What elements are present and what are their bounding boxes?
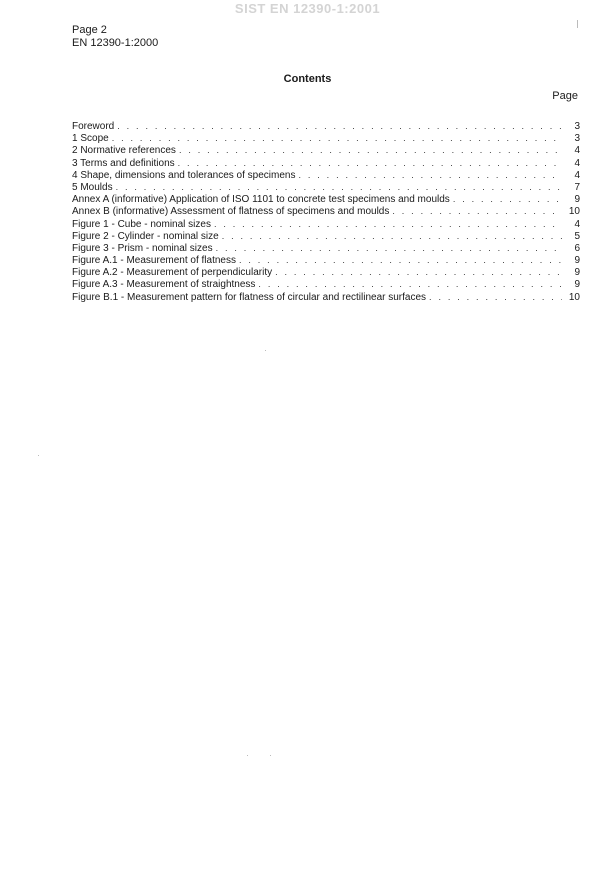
toc-entry[interactable] — [72, 230, 580, 242]
toc-entry-page: 9 — [574, 267, 580, 279]
page-column-label: Page — [552, 90, 578, 102]
toc-leader-dots — [239, 254, 562, 266]
toc-entry-label: Figure B.1 - Measurement pattern for flatness of circular and rectilinear surfaces — [72, 291, 427, 303]
toc-entry-label: 2 Normative references — [72, 145, 176, 157]
toc-entry[interactable] — [72, 169, 580, 181]
toc-entry-label: Figure A.2 - Measurement of perpendicularity — [72, 267, 273, 279]
toc-entry-label: Foreword — [72, 121, 115, 132]
toc-entry-page: 9 — [574, 255, 580, 267]
standard-number: EN 12390-1:2000 — [72, 37, 159, 49]
toc-leader-dots — [178, 157, 562, 169]
toc-leader-dots — [116, 181, 562, 193]
scan-speck — [38, 455, 39, 456]
toc-entry-page: 5 — [574, 230, 580, 242]
toc-entry[interactable] — [72, 157, 580, 169]
toc-entry[interactable] — [72, 205, 580, 217]
toc-entry-page: 3 — [574, 133, 580, 145]
toc-entry-page: 10 — [568, 206, 580, 218]
toc-entry-page: 4 — [574, 218, 580, 230]
toc-leader-dots — [112, 132, 562, 144]
toc-leader-dots — [429, 291, 562, 303]
toc-entry[interactable] — [72, 132, 580, 144]
toc-entry-label: Figure A.3 - Measurement of straightness — [72, 279, 256, 291]
toc-entry[interactable] — [72, 254, 580, 266]
scan-speck — [577, 20, 578, 28]
toc-leader-dots — [222, 230, 562, 242]
toc-entry-label: Figure 2 - Cylinder - nominal size — [72, 230, 219, 242]
toc-entry-page: 9 — [574, 279, 580, 291]
scan-speck — [247, 755, 248, 756]
toc-entry[interactable] — [72, 291, 580, 303]
toc-entry[interactable] — [72, 120, 580, 132]
toc-entry[interactable] — [72, 181, 580, 193]
scan-speck — [270, 755, 271, 756]
toc-entry-page: 7 — [574, 181, 580, 193]
toc-entry[interactable] — [72, 266, 580, 278]
toc-leader-dots — [216, 242, 562, 254]
contents-title: Contents — [283, 73, 332, 85]
toc-entry[interactable] — [72, 144, 580, 156]
toc-entry-label: 3 Terms and definitions — [72, 157, 175, 169]
toc-entry-page: 9 — [574, 194, 580, 206]
toc-leader-dots — [275, 266, 562, 278]
toc-entry-label: Figure 1 - Cube - nominal sizes — [72, 218, 211, 230]
table-of-contents — [72, 120, 580, 303]
page-header — [72, 24, 158, 50]
toc-entry-label: 5 Moulds — [72, 181, 113, 193]
toc-entry-label: Figure 3 - Prism - nominal sizes — [72, 242, 213, 254]
toc-entry-page: 10 — [568, 291, 580, 303]
toc-entry-page: 6 — [574, 242, 580, 254]
toc-leader-dots — [214, 218, 562, 230]
toc-entry-page: 4 — [574, 145, 580, 157]
toc-entry-label: 1 Scope — [72, 133, 109, 145]
toc-entry-page: 4 — [574, 169, 580, 181]
toc-entry-label: Annex A (informative) Application of ISO 1101 to concrete test specimens and moulds — [72, 194, 450, 206]
toc-entry[interactable] — [72, 193, 580, 205]
toc-entry[interactable] — [72, 218, 580, 230]
toc-leader-dots — [179, 144, 562, 156]
toc-leader-dots — [117, 120, 562, 132]
toc-leader-dots — [453, 193, 562, 205]
toc-entry[interactable] — [72, 278, 580, 290]
toc-leader-dots — [392, 205, 562, 217]
toc-entry[interactable] — [72, 242, 580, 254]
toc-entry-page: 3 — [574, 121, 580, 132]
page-number: Page 2 — [72, 24, 107, 36]
toc-leader-dots — [258, 278, 562, 290]
toc-entry-label: Annex B (informative) Assessment of flatness of specimens and moulds — [72, 206, 390, 218]
toc-leader-dots — [298, 169, 562, 181]
watermark-text: SIST EN 12390-1:2001 — [234, 1, 381, 16]
scan-speck — [265, 350, 266, 351]
toc-entry-page: 4 — [574, 157, 580, 169]
toc-entry-label: 4 Shape, dimensions and tolerances of specimens — [72, 169, 296, 181]
toc-entry-label: Figure A.1 - Measurement of flatness — [72, 255, 236, 267]
